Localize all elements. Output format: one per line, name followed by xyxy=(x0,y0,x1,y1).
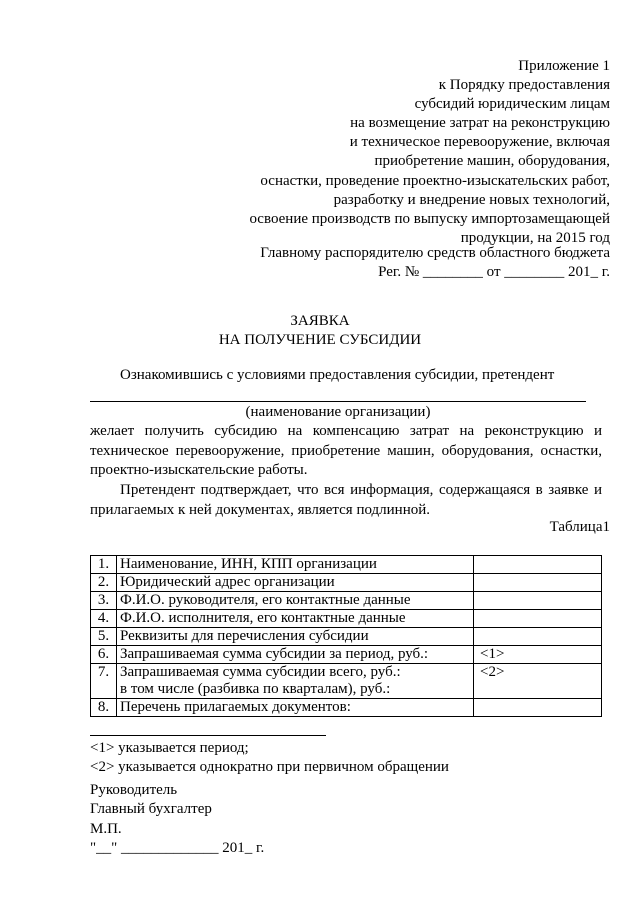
row-label: Запрашиваемая сумма субсидии за период, руб.: xyxy=(117,646,474,664)
row-value xyxy=(474,556,602,574)
table-row xyxy=(91,646,602,664)
addressee-block xyxy=(190,244,610,282)
row-number: 6. xyxy=(91,646,117,664)
footnote-1: <1> указывается период; xyxy=(90,740,249,756)
appendix-line: продукции, на 2015 год xyxy=(460,229,610,246)
footnote-2: <2> указывается однократно при первичном обращении xyxy=(90,759,449,775)
appendix-line: к Порядку предоставления xyxy=(438,77,610,94)
seal-placeholder: М.П. xyxy=(90,820,122,837)
appendix-line: приобретение машин, оборудования, xyxy=(374,153,610,170)
row-label: Наименование, ИНН, КПП организации xyxy=(117,556,474,574)
signature-date: "__" _____________ 201_ г. xyxy=(90,839,265,856)
paragraph-request: желает получить субсидию на компенсацию затрат на реконструкцию и техническое перевооружение, приобретение машин, оборудования, оснастки, проектно-изыскательские работы. xyxy=(90,423,602,479)
appendix-line: освоение производств по выпуску импортозамещающей xyxy=(249,210,610,227)
row-number: 2. xyxy=(91,574,117,592)
appendix-line: субсидий юридическим лицам xyxy=(414,96,610,113)
appendix-header xyxy=(190,57,610,248)
table-title: Таблица1 xyxy=(549,519,610,535)
row-value xyxy=(474,699,602,717)
document-title xyxy=(0,312,640,350)
title-line: ЗАЯВКА xyxy=(290,313,350,329)
row-label-multiline xyxy=(117,664,474,699)
row-value xyxy=(474,592,602,610)
table-row xyxy=(91,556,602,574)
table-row xyxy=(91,574,602,592)
row-number: 7. xyxy=(91,664,117,699)
row-label: Ф.И.О. исполнителя, его контактные данные xyxy=(117,610,474,628)
row-value xyxy=(474,610,602,628)
appendix-line: на возмещение затрат на реконструкцию xyxy=(350,115,610,132)
requisites-table xyxy=(90,555,602,717)
table-row xyxy=(91,610,602,628)
organization-name-line xyxy=(90,387,586,402)
signature-block xyxy=(90,781,264,858)
row-value xyxy=(474,574,602,592)
row-value: <1> xyxy=(474,646,602,664)
body-text xyxy=(90,366,602,520)
row-number: 4. xyxy=(91,610,117,628)
row-value xyxy=(474,628,602,646)
signature-accountant: Главный бухгалтер xyxy=(90,801,212,818)
appendix-line: оснастки, проведение проектно-изыскательских работ, xyxy=(260,172,610,189)
row-label-secondary: в том числе (разбивка по кварталам), руб.: xyxy=(120,681,391,697)
row-label: Запрашиваемая сумма субсидии всего, руб.: xyxy=(120,664,401,680)
appendix-line: Приложение 1 xyxy=(518,58,610,74)
row-number: 3. xyxy=(91,592,117,610)
row-label: Ф.И.О. руководителя, его контактные данные xyxy=(117,592,474,610)
row-label: Юридический адрес организации xyxy=(117,574,474,592)
registration-line: Рег. № ________ от ________ 201_ г. xyxy=(378,264,610,280)
row-number: 8. xyxy=(91,699,117,717)
signature-head: Руководитель xyxy=(90,782,178,798)
title-line: НА ПОЛУЧЕНИЕ СУБСИДИИ xyxy=(218,332,422,348)
row-number: 5. xyxy=(91,628,117,646)
row-label: Реквизиты для перечисления субсидии xyxy=(117,628,474,646)
footnotes xyxy=(90,739,449,777)
addressee-line: Главному распорядителю средств областного бюджета xyxy=(260,245,610,261)
row-value: <2> xyxy=(474,664,602,699)
table-row xyxy=(91,628,602,646)
table-row xyxy=(91,699,602,717)
table-row xyxy=(91,592,602,610)
row-label: Перечень прилагаемых документов: xyxy=(117,699,474,717)
row-number: 1. xyxy=(91,556,117,574)
footnote-separator xyxy=(90,735,326,736)
appendix-line: разработку и внедрение новых технологий, xyxy=(333,191,610,208)
table-row xyxy=(91,664,602,699)
paragraph-confirmation: Претендент подтверждает, что вся информация, содержащаяся в заявке и прилагаемых к ней документах, является подлинной. xyxy=(90,481,602,518)
organization-caption: (наименование организации) xyxy=(245,403,431,420)
intro-text: Ознакомившись с условиями предоставления субсидии, претендент xyxy=(120,367,555,383)
appendix-line: и техническое перевооружение, включая xyxy=(349,134,610,151)
